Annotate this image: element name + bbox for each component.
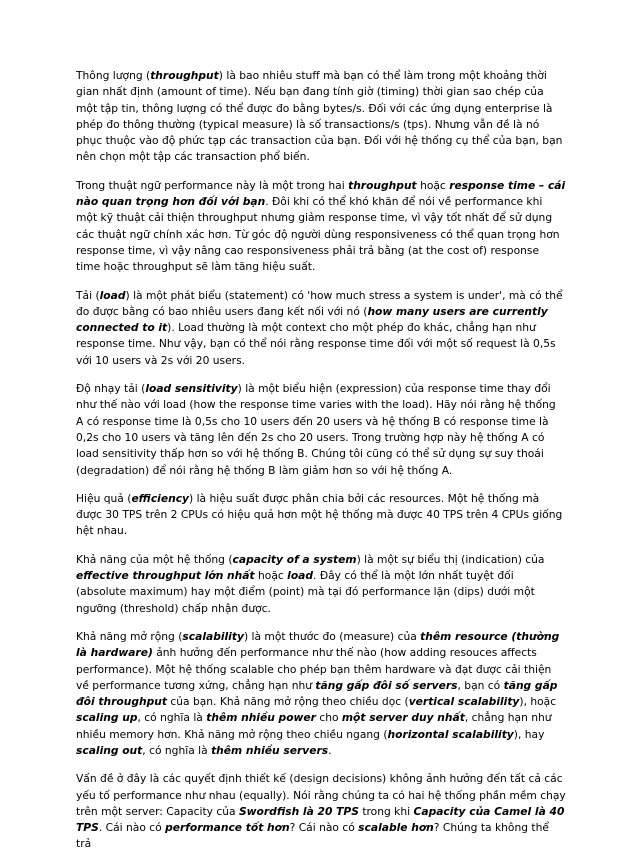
paragraph-text: , chẳng hạn như nhiều memory hơn. Khả năng mở rộng theo chiều ngang ( <box>76 711 552 741</box>
paragraph-text: Trong thuật ngữ performance này là một trong hai <box>76 178 349 192</box>
emphasis-text: tăng gấp đôi số servers <box>315 678 458 692</box>
paragraph-text: ) là bao nhiêu stuff mà bạn có thể làm trong một khoảng thời gian nhất định (amount of time). Nếu bạn đang tính giờ (timing) thời gian sao chép của một tập tin, thông lượng có thể được đo bằng bytes/s. Đối với các ứng dụng enterprise là phép đo thông thường (typical measure) là số transactions/s (tps). Nhưng vẫn đề là nó phục thuộc vào độ phức tạp các transaction của bạn. Đối với hệ thống cụ thể của bạn, bạn nên chọn một tập các transaction phổ biến. <box>76 69 563 164</box>
emphasis-text: vertical scalability <box>408 695 520 709</box>
document-page <box>76 68 566 865</box>
paragraph-text: ) là một sự biểu thị (indication) của <box>356 552 545 566</box>
paragraph-text: ) là hiệu suất được phân chia bởi các resources. Một hệ thống mà được 30 TPS trên 2 CPUs có hiệu quả hơn một hệ thống mà được 40 TPS trên 4 CPUs giống hệt nhau. <box>76 491 563 538</box>
emphasis-text: effective throughput lớn nhất <box>76 569 255 583</box>
paragraph-text: ảnh hưởng đến performance như thế nào (how adding resouces affects performance). Một hệ thống scalable cho phép bạn thêm hardware và đạt được cải thiện về performance tương xứng, chẳng hạn như <box>76 646 552 692</box>
emphasis-text: tăng gấp đôi throughput <box>76 678 558 709</box>
paragraph-text: ), hoặc <box>519 695 557 709</box>
paragraph-text: , có nghĩa là <box>142 743 212 757</box>
emphasis-text: thêm resource (thường là hardware) <box>76 629 560 660</box>
paragraph <box>76 68 566 166</box>
paragraph <box>76 771 566 852</box>
emphasis-text: scalability <box>182 629 244 643</box>
paragraph-text: , có nghĩa là <box>137 711 207 725</box>
paragraph-text: ? Chúng ta không thể trả <box>76 821 549 851</box>
emphasis-text: capacity of a system <box>232 552 357 566</box>
emphasis-text: một server duy nhất <box>341 711 465 725</box>
paragraph <box>76 629 566 759</box>
paragraph-text: ? Cái nào có <box>289 821 359 835</box>
paragraph-text: Độ nhạy tải ( <box>76 382 146 396</box>
emphasis-text: horizontal scalability <box>387 727 514 741</box>
paragraph-text: Khả năng mở rộng ( <box>76 629 183 643</box>
emphasis-text: thêm nhiều servers <box>211 743 329 757</box>
paragraph-text: . <box>328 743 332 757</box>
emphasis-text: how many users are currently connected to it <box>76 304 548 335</box>
emphasis-text: load <box>99 288 126 302</box>
paragraph-text: ). Load thường là một context cho một phép đo khác, chẳng hạn như response time. Như vậy, bạn có thể nói rằng response time đối với một số request là 0,5s với 10 users và 2s với 20 users. <box>76 321 556 367</box>
paragraph-text: . Cái nào có <box>98 821 166 835</box>
paragraph <box>76 178 566 276</box>
paragraph-text: Hiệu quả ( <box>76 491 132 505</box>
paragraph-text: Vấn đề ở đây là các quyết định thiết kế (design decisions) không ảnh hưởng đến tất cả các yếu tố performance như nhau (equally). Nói rằng chúng ta có hai hệ thống phần mềm chạy trên một server: Capacity của <box>76 772 566 818</box>
emphasis-text: load <box>287 569 314 583</box>
paragraph-text: ) là một phát biểu (statement) có 'how much stress a system is under', mà có thể đo được bằng có bao nhiêu users đang kết nối với nó ( <box>76 288 563 318</box>
paragraph-text: ) là một thước đo (measure) của <box>243 629 421 643</box>
paragraph-text: hoặc <box>416 178 450 192</box>
emphasis-text: load sensitivity <box>145 382 238 396</box>
emphasis-text: Capacity của Camel là 40 TPS <box>76 804 565 835</box>
emphasis-text: response time – cái nào quan trọng hơn đối với bạn <box>76 178 566 209</box>
paragraph-text: Tải ( <box>76 288 100 302</box>
paragraph-text: . Đôi khi có thể khó khăn để nói về performance khi một kỹ thuật cải thiện throughput nhưng giảm response time, vì vậy tốt nhất để sử dụng các thuật ngữ chính xác hơn. Từ góc độ người dùng responsiveness có thể quan trọng hơn response time, vì vậy nâng cao responsiveness phải trả bằng (at the cost of) response time hoặc throughput sẽ làm tăng hiệu suất. <box>76 195 560 274</box>
emphasis-text: Swordfish là 20 TPS <box>238 804 359 818</box>
paragraph-text: của bạn. Khả năng mở rộng theo chiều dọc ( <box>166 695 409 709</box>
paragraph <box>76 381 566 479</box>
paragraph-text: ), hay <box>513 727 545 741</box>
paragraph-text: Thông lượng ( <box>76 69 151 82</box>
paragraph <box>76 491 566 540</box>
paragraph-text: . Đây có thể là một lớn nhất tuyệt đối (absolute maximum) hay một điểm (point) mà tại đó performance lặn (dips) dưới một ngưỡng (threshold) chấp nhận được. <box>76 569 535 615</box>
emphasis-text: thêm nhiều power <box>206 711 316 725</box>
paragraph <box>76 552 566 617</box>
paragraph-text: cho <box>315 711 342 725</box>
paragraph-text: hoặc <box>254 569 288 583</box>
paragraph-text: Khả năng của một hệ thống ( <box>76 552 233 566</box>
paragraph-text: trong khi <box>358 804 414 818</box>
emphasis-text: scalable hơn <box>358 821 434 835</box>
emphasis-text: efficiency <box>131 491 190 505</box>
emphasis-text: throughput <box>348 178 417 192</box>
emphasis-text: performance tốt hơn <box>165 821 290 835</box>
paragraph <box>76 288 566 369</box>
paragraph-text: ) là một biểu hiện (expression) của response time thay đổi như thế nào với load (how the response time varies with the load). Hãy nói rằng hệ thống A có response time là 0,5s cho 10 users đến 20 users và hệ thống B có response time là 0,2s cho 10 users và tăng lên đến 2s cho 20 users. Trong trường hợp này hệ thống A có load sensitivity thấp hơn so với hệ thống B. Chúng tôi cũng có thể sử dụng sự suy thoái (degradation) để nói rằng hệ thống B làm giảm hơn so với hệ thống A. <box>76 382 556 477</box>
paragraph-text: , bạn có <box>457 678 504 692</box>
emphasis-text: scaling up <box>76 711 138 725</box>
emphasis-text: scaling out <box>76 743 143 757</box>
emphasis-text: throughput <box>150 69 219 82</box>
